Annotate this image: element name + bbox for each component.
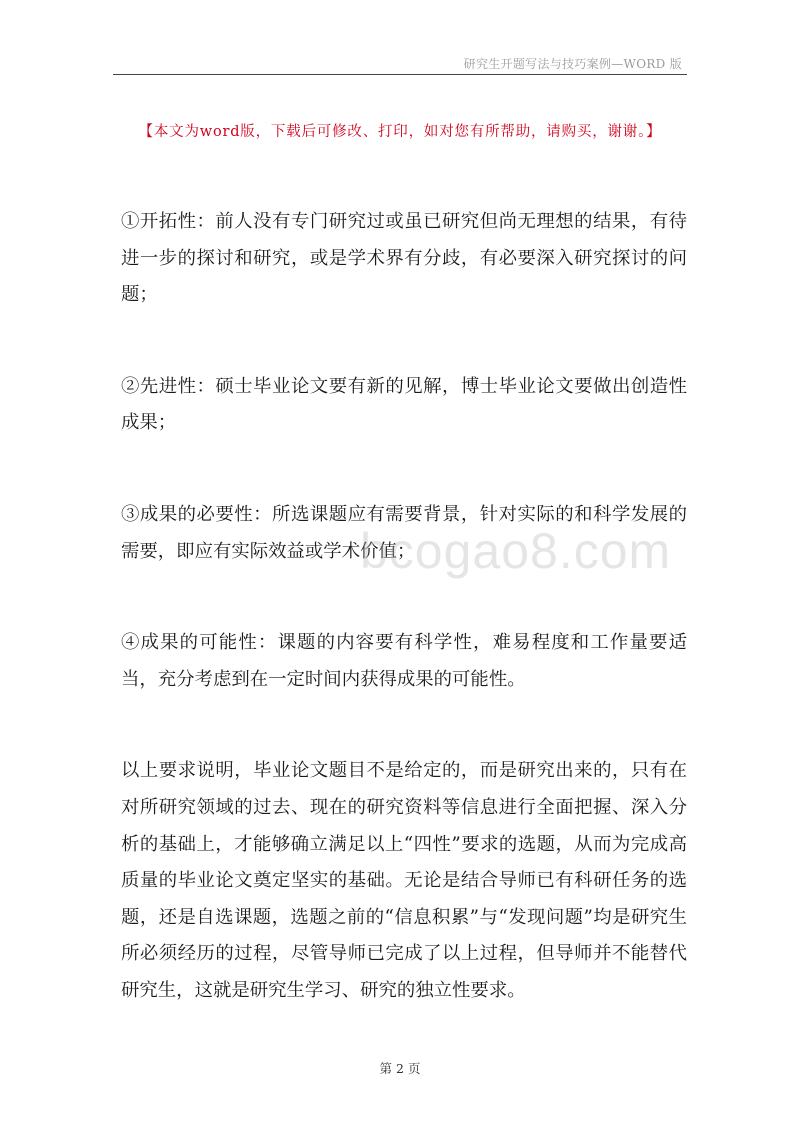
download-notice: 【本文为word版，下载后可修改、打印，如对您有所帮助，请购买，谢谢。】 bbox=[138, 124, 662, 140]
paragraph-feasibility: ④成果的可能性：课题的内容要有科学性，难易程度和工作量要适当，充分考虑到在一定时间内获得成果的可能性。 bbox=[121, 632, 687, 690]
watermark: bcogao8.com bbox=[360, 523, 672, 579]
paragraph-summary: 以上要求说明，毕业论文题目不是给定的，而是研究出来的，只有在对所研究领域的过去、现在的研究资料等信息进行全面把握、深入分析的基础上，才能够确立满足以上“四性”要求的选题，从而为完成高质量的毕业论文奠定坚实的基础。无论是结合导师已有科研任务的选题，还是自选课题，选题之前的“信息积累”与“发现问题”均是研究生所必须经历的过程，尽管导师已完成了以上过程，但导师并不能替代研究生，这就是研究生学习、研究的独立性要求。 bbox=[121, 760, 687, 1001]
page-number: 第 2 页 bbox=[379, 1061, 421, 1076]
paragraph-advanced: ②先进性：硕士毕业论文要有新的见解，博士毕业论文要做出创造性成果； bbox=[121, 375, 687, 434]
header-divider bbox=[113, 74, 687, 75]
running-header: 研究生开题写法与技巧案例—WORD 版 bbox=[463, 57, 682, 71]
document-body bbox=[121, 204, 687, 1010]
paragraph-necessity: ③成果的必要性：所选课题应有需要背景，针对实际的和科学发展的需要，即应有实际效益或学术价值； bbox=[121, 503, 687, 562]
paragraph-pioneering: ①开拓性：前人没有专门研究过或虽已研究但尚无理想的结果，有待进一步的探讨和研究，或是学术界有分歧，有必要深入研究探讨的问题； bbox=[121, 211, 687, 306]
